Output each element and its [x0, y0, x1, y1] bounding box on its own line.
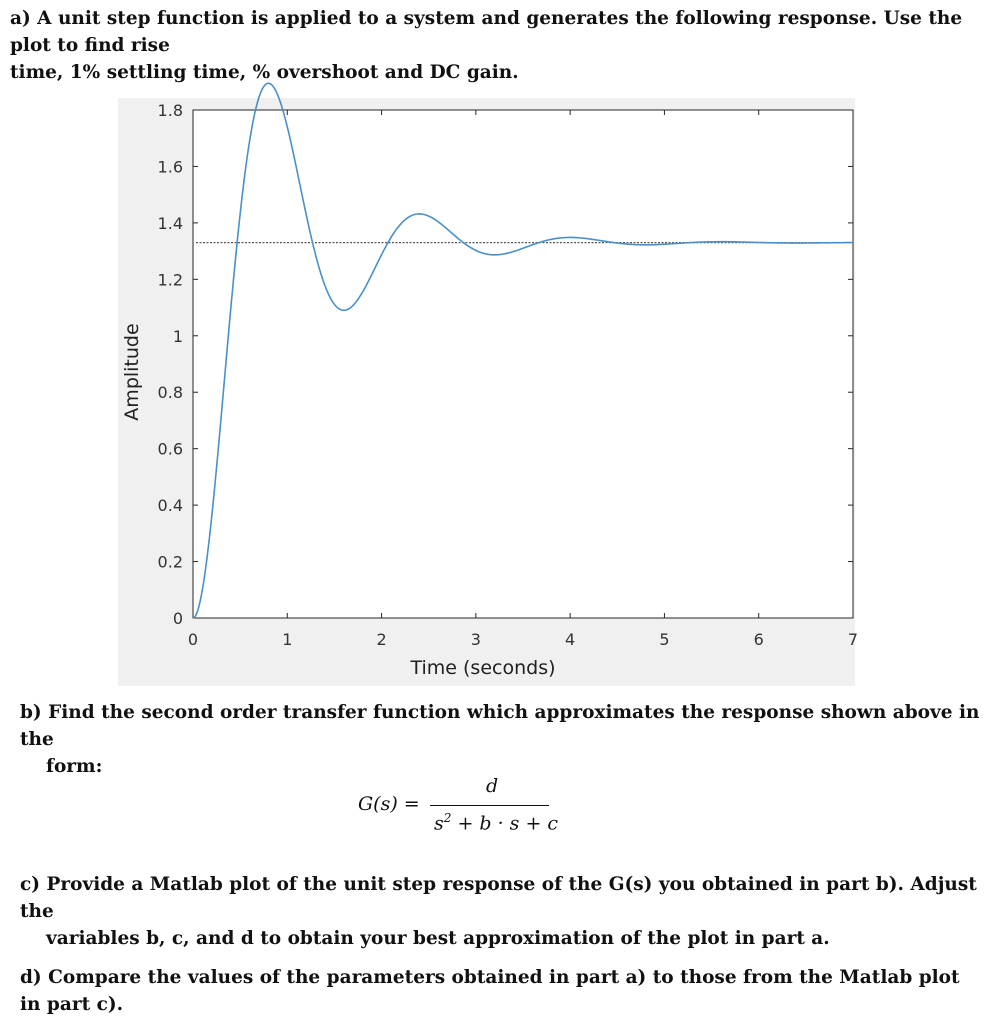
x-tick-label: 5: [659, 630, 670, 649]
y-tick-label: 0.2: [157, 552, 183, 572]
denominator-s: s: [434, 812, 444, 835]
y-tick-label: 0.4: [157, 496, 183, 516]
formula-numerator: d: [486, 775, 499, 797]
y-tick-label: 1.8: [157, 101, 183, 120]
y-tick-label: 0.6: [157, 439, 183, 459]
question-c: [20, 871, 980, 952]
x-axis-label: Time (seconds): [410, 657, 556, 679]
x-tick-label: 2: [376, 630, 387, 649]
question-a: [10, 5, 985, 86]
y-tick-label: 1.2: [157, 270, 183, 290]
question-c-line1: c) Provide a Matlab plot of the unit step response of the G(s) you obtained in part b). Adjust the: [20, 874, 977, 922]
y-tick-label: 1: [172, 326, 183, 346]
y-tick-label: 0.8: [157, 383, 183, 403]
formula-lhs: G(s) =: [358, 793, 420, 815]
y-tick-label: 1.4: [157, 213, 183, 233]
x-tick-label: 4: [565, 630, 576, 649]
question-c-line2: variables b, c, and d to obtain your best approximation of the plot in part a.: [46, 928, 830, 949]
x-tick-label: 7: [847, 630, 859, 649]
question-a-line2: time, 1% settling time, % overshoot and DC gain.: [10, 62, 519, 83]
denominator-power: 2: [443, 811, 452, 825]
fraction-bar: [430, 805, 549, 806]
x-tick-label: 3: [470, 630, 481, 649]
transfer-function-formula: [358, 773, 578, 837]
question-b-line1: b) Find the second order transfer function which approximates the response shown above in the: [20, 702, 980, 750]
y-axis-label: Amplitude: [121, 323, 143, 421]
x-tick-label: 1: [282, 630, 293, 649]
question-d: [20, 964, 985, 1018]
formula-denominator: [434, 811, 558, 834]
x-tick-label: 0: [187, 630, 199, 649]
question-b: [20, 699, 980, 780]
denominator-rest: + b · s + c: [451, 812, 559, 835]
x-tick-label: 6: [753, 630, 764, 649]
question-b-line2: form:: [46, 756, 103, 777]
question-d-line1: d) Compare the values of the parameters obtained in part a) to those from the Matlab plot in part c).: [20, 967, 960, 1015]
step-response-figure: [118, 98, 859, 686]
step-response-chart: [118, 98, 859, 686]
y-tick-label: 0: [172, 609, 183, 628]
axes-box: [193, 110, 853, 618]
question-a-line1: a) A unit step function is applied to a system and generates the following response. Use the plot to find rise: [10, 8, 963, 56]
y-tick-label: 1.6: [157, 157, 183, 177]
